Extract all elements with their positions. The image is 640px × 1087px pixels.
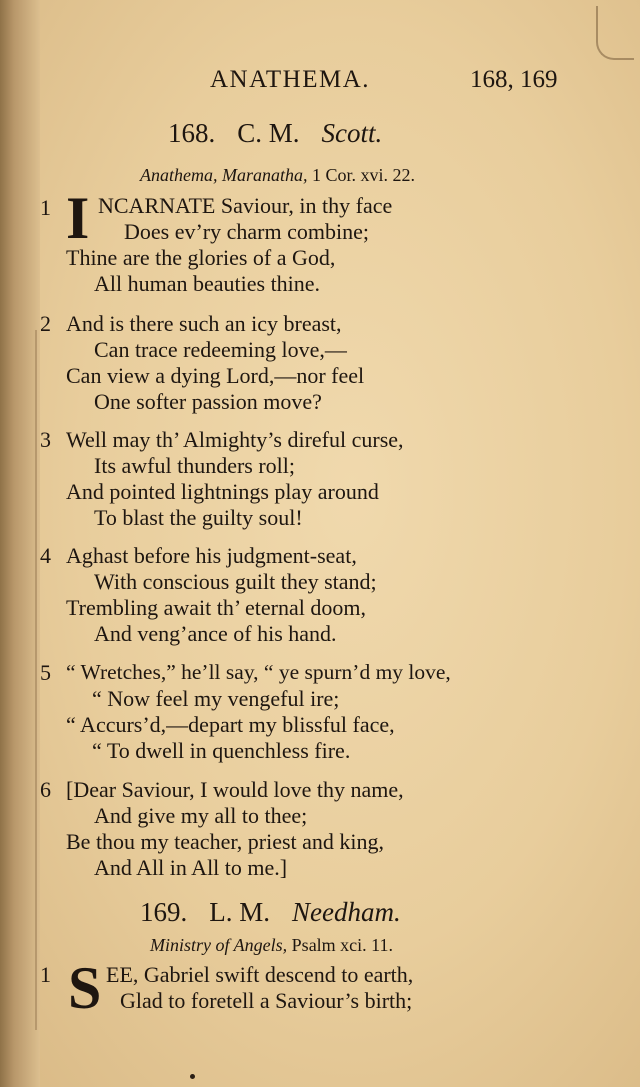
- verse-line: “ Accurs’d,—depart my blissful face,: [66, 712, 395, 737]
- hymn-number: 168.: [168, 118, 216, 148]
- verse-line: NCARNATE Saviour, in thy face: [98, 193, 393, 218]
- verse-number: 5: [40, 660, 51, 685]
- hymn-meter: C. M.: [237, 118, 300, 148]
- verse-number: 1: [40, 962, 51, 987]
- page-numbers: 168, 169: [470, 66, 558, 93]
- verse-number: 4: [40, 543, 51, 568]
- verse-number: 2: [40, 311, 51, 336]
- verse-line: Aghast before his judgment-seat,: [66, 543, 357, 568]
- verse-line: Does ev’ry charm combine;: [124, 219, 369, 244]
- verse-line: One softer passion move?: [94, 389, 322, 414]
- verse-line: And veng’ance of his hand.: [94, 621, 337, 646]
- hymn-author: Scott.: [321, 118, 383, 148]
- page-corner-fold: [596, 6, 634, 60]
- hymn-meter: L. M.: [209, 897, 270, 927]
- verse-line: Thine are the glories of a God,: [66, 245, 336, 270]
- running-title: ANATHEMA.: [210, 66, 371, 93]
- hymn-169-scripture: [150, 935, 393, 956]
- verse-number: 1: [40, 195, 51, 220]
- gutter-line: [35, 330, 37, 1030]
- verse-line: With conscious guilt they stand;: [94, 569, 377, 594]
- printer-mark: [190, 1074, 195, 1079]
- hymn-author: Needham.: [292, 897, 401, 927]
- verse-line: Be thou my teacher, priest and king,: [66, 829, 385, 854]
- verse-line: “ Now feel my vengeful ire;: [92, 686, 340, 711]
- hymn-168-scripture: [140, 165, 415, 186]
- verse-number: 3: [40, 427, 51, 452]
- hymn-168-heading: [168, 118, 382, 149]
- verse-line: “ To dwell in quenchless fire.: [92, 738, 351, 763]
- drop-cap: I: [66, 185, 90, 251]
- verse-line: And All in All to me.]: [94, 855, 288, 880]
- verse-number: 6: [40, 777, 51, 802]
- verse-line: Its awful thunders roll;: [94, 453, 296, 478]
- verse-line: Well may th’ Almighty’s direful curse,: [66, 427, 404, 452]
- scripture-reference: 1 Cor. xvi. 22.: [311, 165, 415, 185]
- page-gutter-shadow: [0, 0, 40, 1087]
- hymn-number: 169.: [140, 897, 188, 927]
- verse-line: [Dear Saviour, I would love thy name,: [66, 777, 404, 802]
- verse-line: EE, Gabriel swift descend to earth,: [106, 962, 414, 987]
- hymn-theme: Anathema, Maranatha,: [140, 165, 308, 185]
- running-head: [0, 62, 600, 102]
- verse-line: To blast the guilty soul!: [94, 505, 303, 530]
- verse-line: “ Wretches,” he’ll say, “ ye spurn’d my love,: [66, 660, 451, 684]
- verse-line: And pointed lightnings play around: [66, 479, 379, 504]
- hymn-169-heading: [140, 897, 401, 928]
- verse-line: And is there such an icy breast,: [66, 311, 342, 336]
- verse-line: Can view a dying Lord,—nor feel: [66, 363, 365, 388]
- hymn-theme: Ministry of Angels,: [150, 935, 288, 955]
- drop-cap: S: [68, 955, 102, 1021]
- verse-line: Glad to foretell a Saviour’s birth;: [120, 988, 413, 1013]
- scripture-reference: Psalm xci. 11.: [291, 935, 394, 955]
- verse-line: Trembling await th’ eternal doom,: [66, 595, 366, 620]
- verse-line: All human beauties thine.: [94, 271, 321, 296]
- verse-line: And give my all to thee;: [94, 803, 308, 828]
- verse-line: Can trace redeeming love,—: [94, 337, 347, 362]
